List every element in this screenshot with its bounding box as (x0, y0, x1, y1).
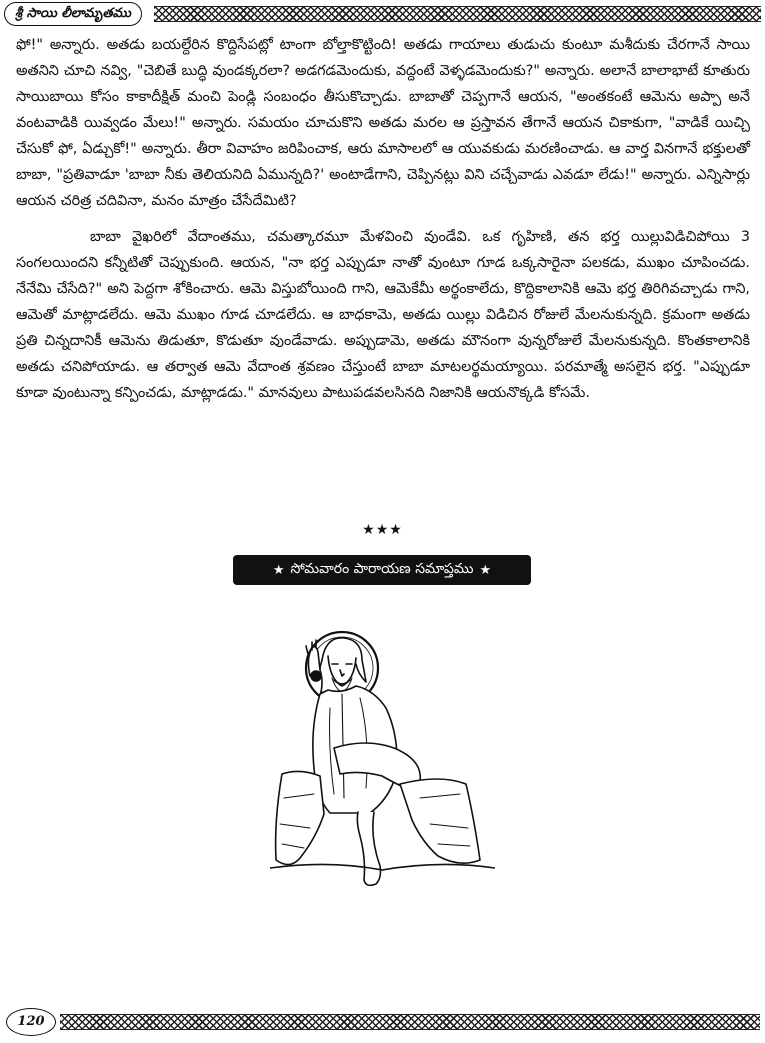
book-title: శ్రీ సాయి లీలామృతము (4, 2, 142, 26)
page-header (4, 2, 761, 26)
star-icon: ★ (272, 562, 285, 578)
page-footer (6, 1008, 760, 1038)
face (328, 656, 356, 686)
header-border-ornament (154, 6, 761, 22)
star-icon: ★ (479, 562, 492, 578)
section-banner (233, 555, 531, 585)
paragraph-1: ఫో!" అన్నారు. అతడు బయల్దేరిన కొద్దిసేపట్లో టాంగా బోల్తాకొట్టింది! అతడు గాయాలు తుడుచు కుంటూ మశీదుకు చేరగానే సాయి అతనిని చూచి నవ్వి, "చెబితే బుద్ధి వుండక్కరలా? అడగడమెందుకు, వద్దంటే వెళ్ళడమెందుకు?" అన్నారు. అలానే బాలాభాటే కూతురు సాయిబాయి కోసం కాకాదీక్షిత్ మంచి పెండ్లి సంబంధం తీసుకొచ్చాడు. బాబాతో చెప్పగానే ఆయన, "అంతకంటే ఆమెను అప్పా అనే వంటవాడికి యివ్వడం మేలు!" అన్నారు. సమయం చూచుకొని అతడు మరల ఆ ప్రస్తావన తేగానే ఆయన చికాకుగా, "వాడికే యిచ్చి చేసుకో ఫో, ఏడ్చుకో!" అన్నారు. తీరా వివాహం జరిపించాక, ఆరు మాసాలలో ఆ యువకుడు మరణించాడు. ఆ వార్త వినగానే భక్తులతో బాబా, "ప్రతివాడూ 'బాబా నీకు తెలియనిది ఏమున్నది?' అంటాడేగాని, చెప్పినట్లు విని చచ్చేవాడు ఎవడూ లేడు!" అన్నారు. ఎన్నిసార్లు ఆయన చరిత్ర చదివినా, మనం మాత్రం చేసేదేమిటి? (16, 37, 750, 209)
banner-text: సోమవారం పారాయణ సమాప్తము (290, 560, 474, 577)
saint-illustration (270, 598, 495, 898)
page-content (16, 32, 750, 406)
footer-border-ornament (60, 1014, 760, 1030)
page-number: 120 (6, 1008, 56, 1036)
section-separator: ★★★ (362, 522, 403, 538)
paragraph-2: బాబా వైఖరిలో వేదాంతము, చమత్కారమూ మేళవించి వుండేవి. ఒక గృహిణి, తన భర్త యిల్లువిడిచిపోయి 3 సంగలయిందని కన్నీటితో చెప్పుకుంది. ఆయన, "నా భర్త ఎప్పుడూ నాతో వుంటూ గూడ ఒక్కసారైనా పలకడు, ముఖం చూపించడు. నేనేమి చేసేది?" అని పెద్దగా శోకించారు. ఆమె విస్తుబోయింది గాని, ఆమెకేమీ అర్థంకాలేదు, కొద్దికాలానికి ఆమె భర్త తిరిగివచ్చాడు గాని, ఆమెతో మాట్లాడలేదు. ఆమె ముఖం గూడ చూడలేదు. ఆ బాధకామె, అతడు యిల్లు విడిచిన రోజులే మేలనుకున్నది. క్రమంగా అతడు ప్రతి చిన్నదానికీ ఆమెను తిడుతూ, కొడుతూ వుండేవాడు. అప్పుడామె, అతడు మౌనంగా వున్నరోజులే మేలనుకున్నది. కొంతకాలానికి అతడు చనిపోయాడు. ఆ తర్వాత ఆమె వేదాంత శ్రవణం చేస్తుంటే బాబా మాటలర్థమయ్యాయి. పరమాత్మే అసలైన భర్త. "ఎప్పుడూ కూడా వుంటున్నా కన్పించడు, మాట్లాడడు." మానవులు పాటుపడవలసినది నిజానికి ఆయనొక్కడి కోసమే. (16, 229, 751, 401)
rock (276, 771, 324, 864)
rock-right (400, 779, 480, 863)
hanging-leg (357, 812, 380, 885)
